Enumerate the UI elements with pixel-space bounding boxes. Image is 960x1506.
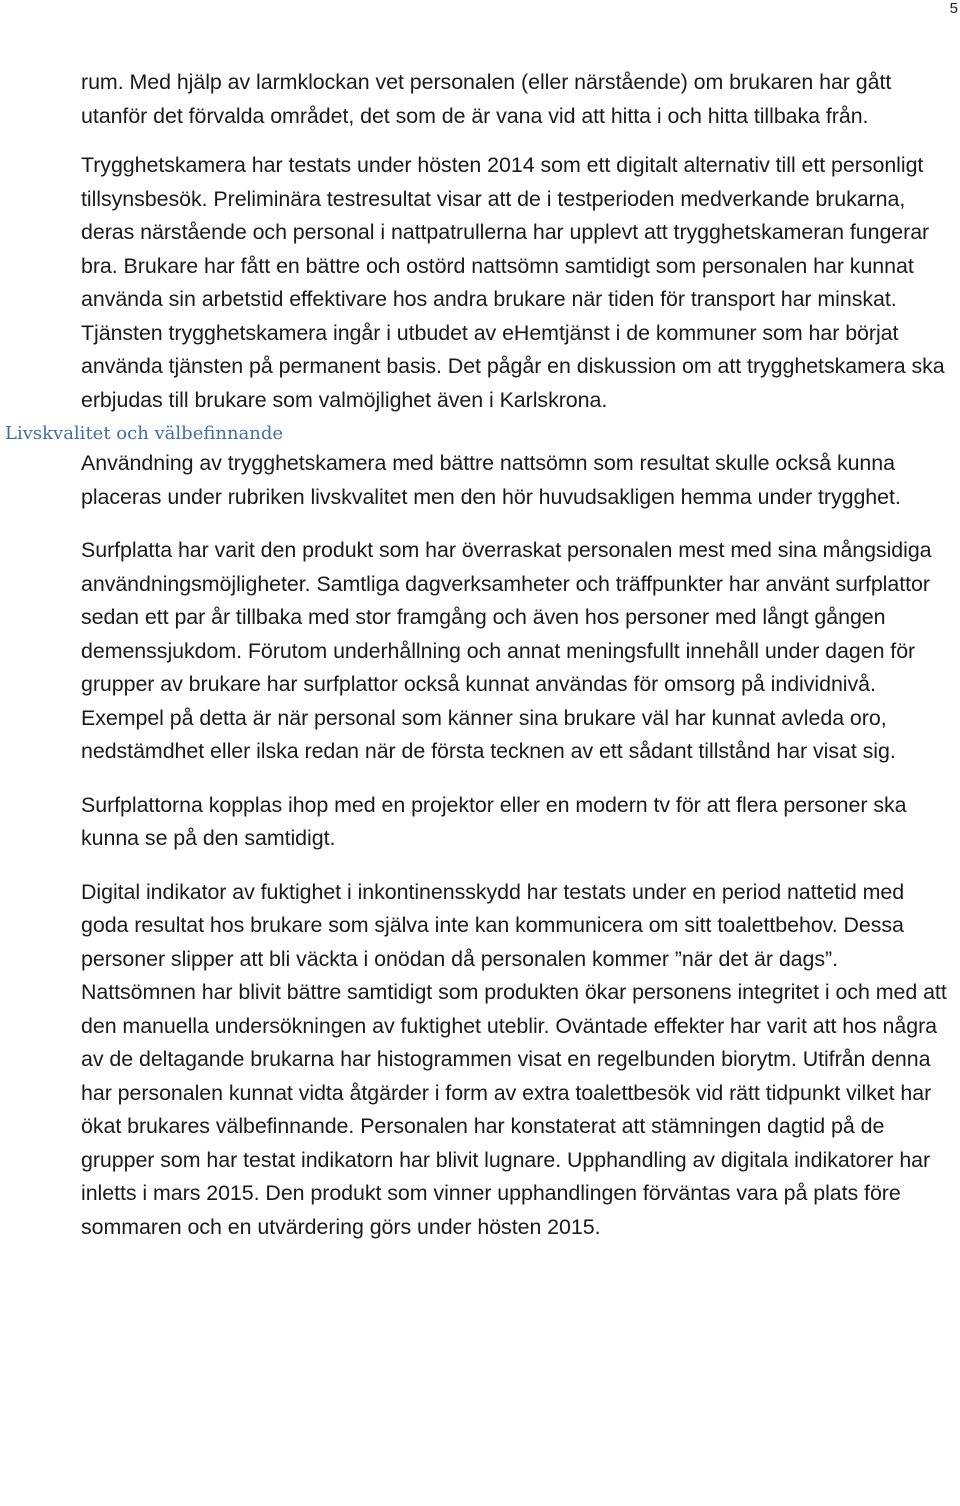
paragraph-alarm-clock: rum. Med hjälp av larmklockan vet personalen (eller närstående) om brukaren har gått utanför det förvalda området, det som de är vana vid att hitta i och hitta tillbaka från. <box>81 70 892 128</box>
paragraph-camera-sleep: Användning av trygghetskamera med bättre nattsömn som resultat skulle också kunna placeras under rubriken livskvalitet men den hör huvudsakligen hemma under trygghet. <box>81 451 901 509</box>
paragraph-safety-camera: Trygghetskamera har testats under hösten 2014 som ett digitalt alternativ till ett personligt tillsynsbesök. Preliminära testresultat visar att de i testperioden medverkande brukarna, deras närstående och personal i nattpatrullerna har upplevt att trygghetskameran fungerar bra. Brukare har fått en bättre och ostörd nattsömn samtidigt som personalen har kunnat använda sin arbetstid effektivare hos andra brukare när tiden för transport har minskat. Tjänsten trygghetskamera ingår i utbudet av eHemtjänst i de kommuner som har börjat använda tjänsten på permanent basis. Det pågår en diskussion om att trygghetskamera ska erbjudas till brukare som valmöjlighet även i Karlskrona. <box>81 153 945 412</box>
paragraph-tablet: Surfplatta har varit den produkt som har överraskat personalen mest med sina mångsidiga användningsmöjligheter. Samtliga dagverksamheter och träffpunkter har använt surfplattor sedan ett par år tillbaka med stor framgång och även hos personer med långt gången demenssjukdom. Förutom underhållning och annat meningsfullt innehåll under dagen för grupper av brukare har surfplattor också kunnat användas för omsorg på individnivå. Exempel på detta är när personal som känner sina brukare väl har kunnat avleda oro, nedstämdhet eller ilska redan när de första tecknen av ett sådant tillstånd har visat sig. <box>81 538 932 763</box>
page-number: 5 <box>949 0 958 17</box>
document-body <box>5 66 957 1244</box>
section-heading-quality-of-life: Livskvalitet och välbefinnande <box>5 423 284 444</box>
paragraph-tablet-projector: Surfplattorna kopplas ihop med en projektor eller en modern tv för att flera personer ska kunna se på den samtidigt. <box>81 792 907 850</box>
paragraph-moisture-indicator: Digital indikator av fuktighet i inkontinensskydd har testats under en period nattetid med goda resultat hos brukare som själva inte kan kommunicera om sitt toalettbehov. Dessa personer slipper att bli väckta i onödan då personalen kommer ”när det är dags”. Nattsömnen har blivit bättre samtidigt som produkten ökar personens integritet i och med att den manuella undersökningen av fuktighet uteblir. Oväntade effekter har varit att hos några av de deltagande brukarna har histogrammen visat en regelbunden biorytm. Utifrån denna har personalen kunnat vidta åtgärder i form av extra toalettbesök vid rätt tidpunkt vilket har ökat brukares välbefinnande. Personalen har konstaterat att stämningen dagtid på de grupper som har testat indikatorn har blivit lugnare. Upphandling av digitala indikatorer har inletts i mars 2015. Den produkt som vinner upphandlingen förväntas vara på plats före sommaren och en utvärdering görs under hösten 2015. <box>81 879 947 1239</box>
